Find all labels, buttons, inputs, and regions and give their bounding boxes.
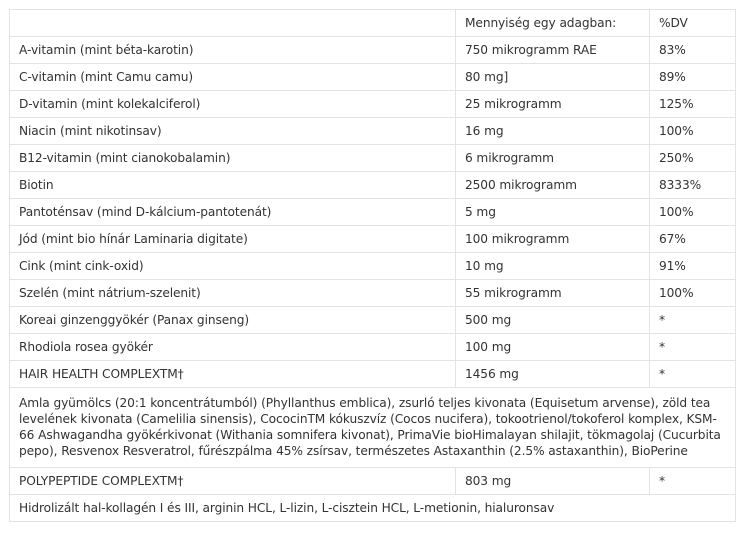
table-row	[10, 280, 736, 307]
ingredient-dv: *	[650, 307, 736, 334]
ingredient-dv: 100%	[650, 280, 736, 307]
table-row	[10, 199, 736, 226]
ingredient-name: D-vitamin (mint kolekalciferol)	[10, 91, 456, 118]
header-ingredient	[10, 10, 456, 37]
ingredient-dv: 67%	[650, 226, 736, 253]
ingredient-amount: 80 mg]	[456, 64, 650, 91]
ingredient-amount: 100 mg	[456, 334, 650, 361]
table-row-hair-health-complex	[10, 361, 736, 388]
ingredient-name: Jód (mint bio hínár Laminaria digitate)	[10, 226, 456, 253]
ingredient-dv: 91%	[650, 253, 736, 280]
ingredient-name: Szelén (mint nátrium-szelenit)	[10, 280, 456, 307]
ingredient-dv: *	[650, 334, 736, 361]
ingredient-amount: 6 mikrogramm	[456, 145, 650, 172]
ingredient-name: Koreai ginzenggyökér (Panax ginseng)	[10, 307, 456, 334]
ingredient-amount: 10 mg	[456, 253, 650, 280]
table-row	[10, 334, 736, 361]
ingredient-dv: 125%	[650, 91, 736, 118]
supplement-facts-table-container	[9, 9, 735, 522]
table-row	[10, 118, 736, 145]
ingredient-amount: 803 mg	[456, 468, 650, 495]
ingredient-dv: 250%	[650, 145, 736, 172]
ingredient-amount: 5 mg	[456, 199, 650, 226]
ingredient-name: Cink (mint cink-oxid)	[10, 253, 456, 280]
ingredient-amount: 25 mikrogramm	[456, 91, 650, 118]
table-header-row	[10, 10, 736, 37]
ingredient-name: HAIR HEALTH COMPLEXTM†	[10, 361, 456, 388]
header-daily-value: %DV	[650, 10, 736, 37]
ingredient-dv: 83%	[650, 37, 736, 64]
ingredient-amount: 100 mikrogramm	[456, 226, 650, 253]
ingredient-dv: *	[650, 468, 736, 495]
hair-health-ingredients-row	[10, 388, 736, 468]
ingredient-amount: 500 mg	[456, 307, 650, 334]
ingredient-name: A-vitamin (mint béta-karotin)	[10, 37, 456, 64]
ingredient-dv: 8333%	[650, 172, 736, 199]
table-row	[10, 64, 736, 91]
ingredient-amount: 55 mikrogramm	[456, 280, 650, 307]
hair-health-ingredients-text: Amla gyümölcs (20:1 koncentrátumból) (Phyllanthus emblica), zsurló teljes kivonata (Equisetum arvense), zöld tea levelének kivonata (Camelilia sinensis), CococinTM kókuszvíz (Cocos nucifera), tokootrienol/tokoferol komplex, KSM-66 Ashwagandha gyökérkivonat (Withania somnifera kivonat), PrimaVie bioHimalayan shilajit, tökmagolaj (Cucurbita pepo), Resvenox Resveratrol, fűrészpálma 45% zsírsav, természetes Astaxanthin (2.5% astaxanthin), BioPerine	[10, 388, 736, 468]
header-amount-per-serving: Mennyiség egy adagban:	[456, 10, 650, 37]
ingredient-name: Biotin	[10, 172, 456, 199]
ingredient-name: Niacin (mint nikotinsav)	[10, 118, 456, 145]
ingredient-name: Rhodiola rosea gyökér	[10, 334, 456, 361]
ingredient-dv: *	[650, 361, 736, 388]
ingredient-name: C-vitamin (mint Camu camu)	[10, 64, 456, 91]
ingredient-dv: 100%	[650, 118, 736, 145]
supplement-facts-table	[9, 9, 736, 522]
table-row	[10, 145, 736, 172]
table-row	[10, 172, 736, 199]
polypeptide-ingredients-text: Hidrolizált hal-kollagén I és III, arginin HCL, L-lizin, L-cisztein HCL, L-metionin, hialuronsav	[10, 495, 736, 522]
table-row	[10, 91, 736, 118]
polypeptide-ingredients-row	[10, 495, 736, 522]
ingredient-amount: 16 mg	[456, 118, 650, 145]
ingredient-dv: 89%	[650, 64, 736, 91]
table-row	[10, 253, 736, 280]
ingredient-dv: 100%	[650, 199, 736, 226]
table-row-polypeptide-complex	[10, 468, 736, 495]
ingredient-name: POLYPEPTIDE COMPLEXTM†	[10, 468, 456, 495]
ingredient-amount: 1456 mg	[456, 361, 650, 388]
table-row	[10, 226, 736, 253]
ingredient-name: B12-vitamin (mint cianokobalamin)	[10, 145, 456, 172]
table-row	[10, 37, 736, 64]
table-row	[10, 307, 736, 334]
ingredient-name: Pantoténsav (mind D-kálcium-pantotenát)	[10, 199, 456, 226]
ingredient-amount: 750 mikrogramm RAE	[456, 37, 650, 64]
ingredient-amount: 2500 mikrogramm	[456, 172, 650, 199]
